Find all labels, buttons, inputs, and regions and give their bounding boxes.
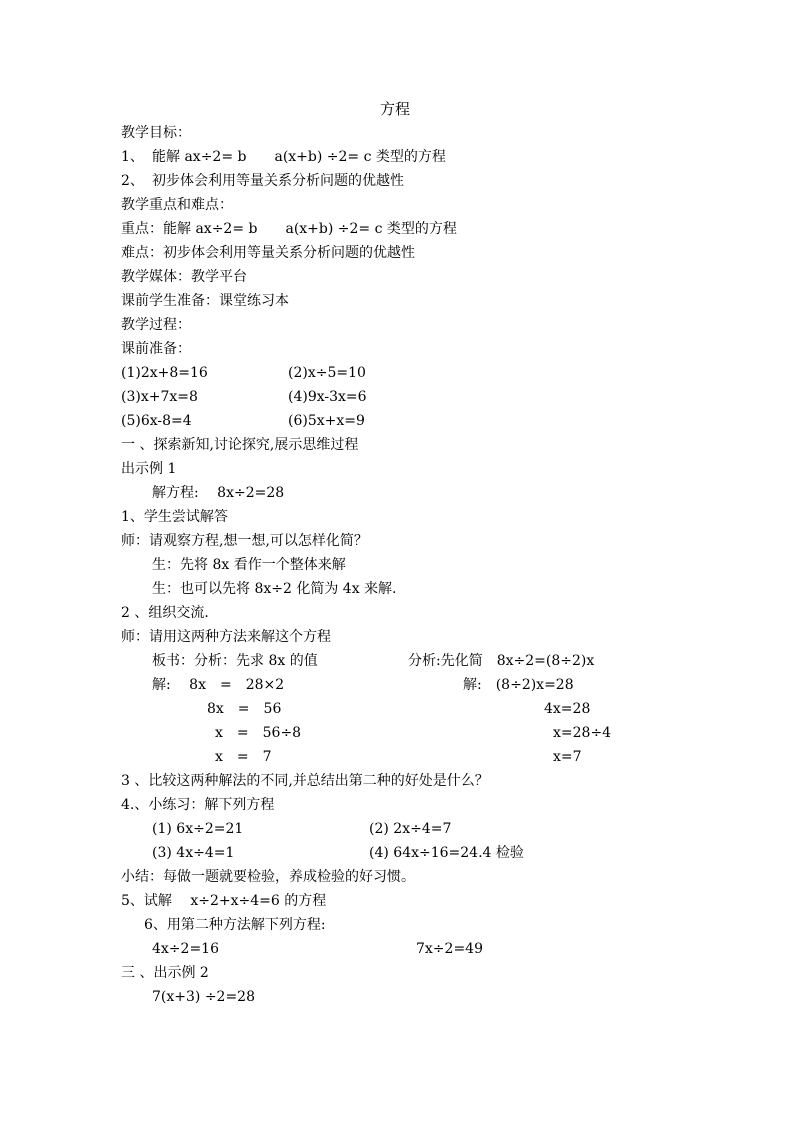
key-points-heading: 教学重点和难点： xyxy=(121,197,233,213)
method-1-step: x = 56÷8 xyxy=(215,725,302,741)
step-1: 1、学生尝试解答 xyxy=(121,509,228,525)
warmup-equation: (4)9x-3x=6 xyxy=(288,389,367,405)
key-point: 重点：能解 ax÷2= b a(x+b) ÷2= c 类型的方程 xyxy=(121,221,457,237)
practice-equation: (4) 64x÷16=24.4 检验 xyxy=(369,845,524,861)
example-1-equation: 解方程: 8x÷2=28 xyxy=(152,485,285,501)
example-1-heading: 出示例 1 xyxy=(121,461,177,477)
method-1-step: 8x = 56 xyxy=(207,701,282,717)
warmup-equation: (1)2x+8=16 xyxy=(121,365,208,381)
step-5: 5、试解 x÷2+x÷4=6 的方程 xyxy=(121,893,327,909)
method-1-step: 解: 8x = 28×2 xyxy=(152,677,285,693)
practice-equation: (1) 6x÷2=21 xyxy=(152,821,244,837)
teacher-question: 师：请观察方程,想一想,可以怎样化简？ xyxy=(121,533,368,549)
practice-equation: (2) 2x÷4=7 xyxy=(369,821,452,837)
difficulty: 难点：初步体会利用等量关系分析问题的优越性 xyxy=(121,245,415,261)
goal-1-number: 1、 xyxy=(121,149,144,165)
method-2-step: 4x=28 xyxy=(544,701,591,717)
process-heading: 教学过程： xyxy=(121,317,191,333)
teaching-media: 教学媒体：教学平台 xyxy=(121,269,247,285)
step-2: 2 、组织交流. xyxy=(121,605,209,621)
step-4: 4.、小练习：解下列方程 xyxy=(121,797,275,813)
student-answer: 生：先将 8x 看作一个整体来解 xyxy=(152,557,346,573)
method-2-step: x=7 xyxy=(553,749,582,765)
warmup-equation: (5)6x-8=4 xyxy=(121,413,192,429)
summary: 小结：每做一题就要检验，养成检验的好习惯。 xyxy=(121,869,415,885)
section-3-heading: 三 、出示例 2 xyxy=(121,965,209,981)
goal-2-text: 初步体会利用等量关系分析问题的优越性 xyxy=(152,173,404,189)
section-1-heading: 一 、探索新知,讨论探究,展示思维过程 xyxy=(121,437,359,453)
practice-equation: (3) 4x÷4=1 xyxy=(152,845,235,861)
method-1-step: x = 7 xyxy=(215,749,272,765)
method-2-step: 解: (8÷2)x=28 xyxy=(463,677,574,693)
document-title: 方程 xyxy=(380,100,411,118)
method-2-note: 分析:先化简 8x÷2=(8÷2)x xyxy=(408,653,595,669)
student-preparation: 课前学生准备：课堂练习本 xyxy=(121,293,289,309)
step-6: 6、用第二种方法解下列方程: xyxy=(144,917,326,933)
step-6-equation: 7x÷2=49 xyxy=(416,941,483,957)
step-6-equation: 4x÷2=16 xyxy=(152,941,219,957)
goals-heading: 教学目标： xyxy=(121,125,191,141)
student-answer: 生：也可以先将 8x÷2 化简为 4x 来解. xyxy=(152,581,397,597)
pre-class-heading: 课前准备： xyxy=(121,341,191,357)
goal-2-number: 2、 xyxy=(121,173,144,189)
example-2-equation: 7(x+3) ÷2=28 xyxy=(152,989,255,1005)
teacher-instruction: 师：请用这两种方法来解这个方程 xyxy=(121,629,331,645)
method-1-note: 板书：分析：先求 8x 的值 xyxy=(152,653,318,669)
step-3: 3 、比较这两种解法的不同,并总结出第二种的好处是什么？ xyxy=(121,773,489,789)
warmup-equation: (6)5x+x=9 xyxy=(288,413,365,429)
goal-1-text: 能解 ax÷2= b a(x+b) ÷2= c 类型的方程 xyxy=(152,149,446,165)
warmup-equation: (3)x+7x=8 xyxy=(121,389,198,405)
warmup-equation: (2)x÷5=10 xyxy=(288,365,366,381)
method-2-step: x=28÷4 xyxy=(553,725,612,741)
